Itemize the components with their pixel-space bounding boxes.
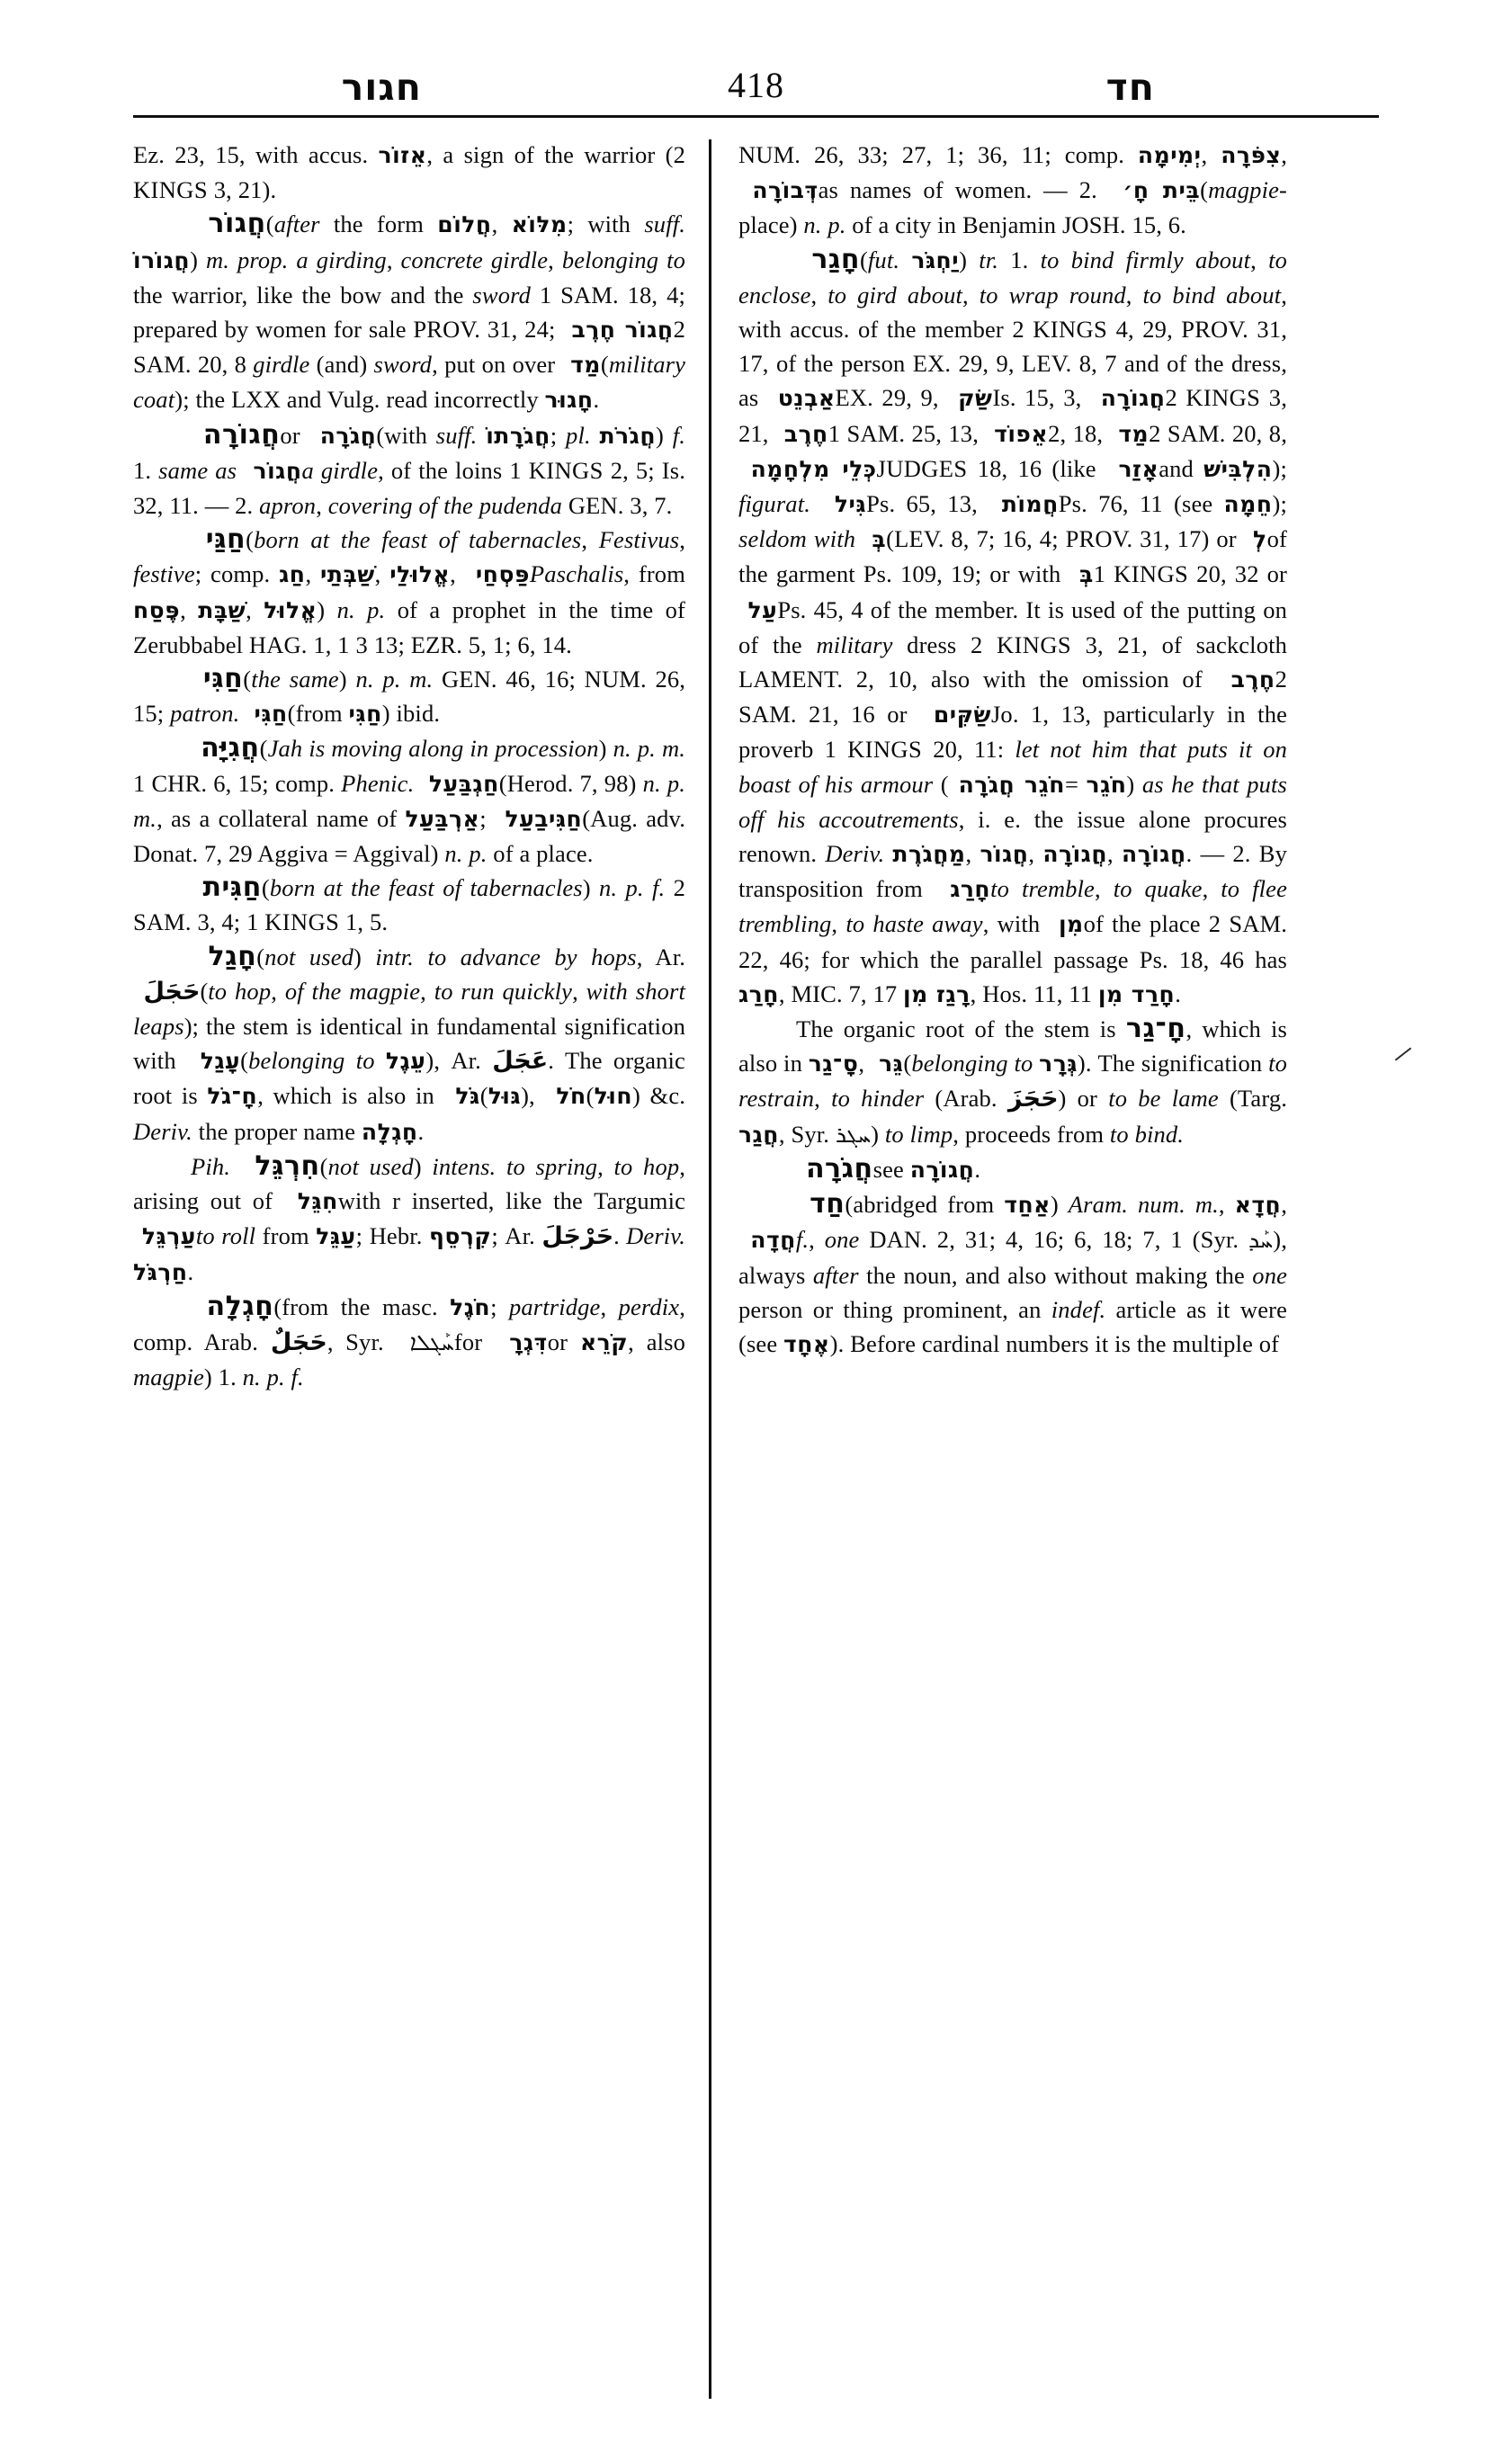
dictionary-entry-chaggith: חַגִּית (born at the feast of tabernacles) n. p. f. 2 SAM. 3, 4; 1 KINGS 1, 5. — [133, 872, 685, 936]
dictionary-entry-chaggiah: חֲגִיָּה (Jah is moving along in procession) n. p. m. 1 CHR. 6, 15; comp. Phenic. חַגְבַּעַל (Herod. 7, 98) n. p. m., as a collateral name of אַרְבַּעַל; חַגִּיבַעַל (Aug. adv. Donat. 7, 29 Aggiva = Aggival) n. p. of a place. — [133, 732, 686, 868]
right-column — [711, 138, 1287, 2420]
cross-reference-chagorah: חֲגֹרָה see חֲגוֹרָה. — [796, 1152, 981, 1185]
dictionary-entry-pihel-chirgel: Pih. חִרְגֵּל (not used) intens. to spring, to hop, arising out of חִגֵּל with r inserted, like the Targumic עַרְגֵּל to roll from עַגֵּל; Hebr. קִרְסֵף; Ar. حَرْجَلَ. Deriv. חַרְגֹּל. — [133, 1149, 686, 1285]
dictionary-entry-chagar: חָגַר (fut. יַחְגֹּר) tr. 1. to bind firmly about, to enclose, to gird about, to wrap round, to bind about, with accus. of the member 2 KINGS 4, 29, PROV. 31, 17, of the person EX. 29, 9, LEV. 8, 7 and of the dress, as אַבְנֵט EX. 29, 9, שַׂק Is. 15, 3, חֲגוֹרָה 2 KINGS 3, 21, חֶרֶב 1 SAM. 25, 13, אֵפוֹד 2, 18, מַד 2 SAM. 20, 8, כְּלֵי מִלְחָמָה JUDGES 18, 16 (like אָזַר and הִלְבִּישׁ); figurat. גִּיל Ps. 65, 13, חֲמוֹת Ps. 76, 11 (see חֵמָה); seldom with בְּ (LEV. 8, 7; 16, 4; PROV. 31, 17) or לְ of the garment Ps. 109, 19; or with בְּ 1 KINGS 20, 32 or עַל Ps. 45, 4 of the member. It is used of the putting on of the military dress 2 KINGS 3, 21, of sackcloth LAMENT. 2, 10, also with the omission of חֶרֶב 2 SAM. 21, 16 or שַׂקִּים Jo. 1, 13, particularly in the proverb 1 KINGS 20, 11: let not him that puts it on boast of his armour (חֹגֵר חֲגֹרָה = חֹגֵר) as he that puts off his accoutrements, i. e. the issue alone procures renown. Deriv. מַחֲגֹרֶת, חֲגוֹר, חֲגוֹרָה, חֲגוֹרָה. — 2. By transposition from חָרַג to tremble, to quake, to flee trembling, to haste away, with מִן of the place 2 SAM. 22, 46; for which the parallel passage Ps. 18, 46 has חָרַג, MIC. 7, 17 רָגַז מִן, Hos. 11, 11 חָרַד מִן. — [738, 243, 1288, 1007]
margin-tick-mark — [1395, 1047, 1412, 1060]
dictionary-entry-chaggai-prophet: חַגַּי (born at the feast of tabernacles, Festivus, festive; comp. חַג, שַׁבְּתַי, אֱלוּלַי, פַּסְחַי Paschalis, from פֶּסַח, שַׁבָּת, אֱלוּל) n. p. of a prophet in the time of Zerubbabel HAG. 1, 1 3 13; EZR. 5, 1; 6, 14. — [133, 523, 685, 658]
running-head-right-word: חד — [1105, 66, 1155, 109]
running-head-left-word: חגור — [341, 66, 422, 109]
dictionary-entry-chagorah: חֲגוֹרָה or חֲגֹרָה (with suff. חֲגֹרָתוֹ; pl. חֲגֹרֹת) f. 1. same as חֲגוֹר a girdle, of the loins 1 KINGS 2, 5; Is. 32, 11. — 2. apron, covering of the pudenda GEN. 3, 7. — [133, 418, 686, 520]
running-head-folio-slot — [631, 64, 882, 106]
organic-root-note: The organic root of the stem is חָ־גַר, which is also in סָ־גַר, גֵּר (belonging to גְּרָר). The signification to restrain, to hinder (Arab. حَجَزَ) or to be lame (Targ. חֲגַר, Syr. ܚܓܪ) to limp, proceeds from to bind. — [738, 1013, 1288, 1148]
dictionary-entry-chad: חַד (abridged from אַחַד) Aram. num. m., חֲדָא, חֲדָה f., one DAN. 2, 31; 4, 16; 6, 18; 7, 1 (Syr. ܚܰܕ), always after the noun, and also without making the one person or thing prominent, an indef. article as it were (see אֶחָד). Before cardinal numbers it is the multiple of — [738, 1188, 1288, 1357]
running-head-right-slot — [882, 66, 1380, 109]
dictionary-entry-chaggi: חַגִּי (the same) n. p. m. GEN. 46, 16; NUM. 26, 15; patron. חַגִּי (from חַגִּי) ibid. — [133, 663, 686, 728]
running-head-left-slot — [133, 66, 631, 109]
paragraph: NUM. 26, 33; 27, 1; 36, 11; comp. יְמִימָה, צִפֹּרָה, דְּבוֹרָה as names of women. — 2. בֵּית חָ׳ (magpie-place) n. p. of a city in Benjamin JOSH. 15, 6. — [738, 141, 1287, 239]
text-body — [133, 118, 1379, 2420]
dictionary-entry-chagor: חֲגוֹר (after the form חֲלוֹם, מִלּוֹא; with suff. חֲגוֹרוֹ) m. prop. a girding, concrete girdle, belonging to the warrior, like the bow and the sword 1 SAM. 18, 4; prepared by women for sale PROV. 31, 24; חֲגוֹר חֶרֶב 2 SAM. 20, 8 girdle (and) sword, put on over מַד (military coat); the LXX and Vulg. read incorrectly חָגוּר. — [133, 208, 686, 414]
dictionary-entry-choglah: חָגְלָה (from the masc. חֹגֶל; partridge, perdix, comp. Arab. حَجَلٌ, Syr. ܚܰܓܠܐ for דִּגְרָ or קֹרֵא, also magpie) 1. n. p. f. — [133, 1290, 686, 1391]
left-column — [133, 138, 709, 2420]
running-head — [0, 0, 1512, 109]
paragraph: Ez. 23, 15, with accus. אֵזוֹר, a sign of the warrior (2 KINGS 3, 21). — [133, 141, 685, 204]
dictionary-entry-chagal: חָגַל (not used) intr. to advance by hops, Ar. حَجَلَ (to hop, of the magpie, to run quickly, with short leaps); the stem is identical in fundamental signification with עָגַל (belonging to עֵגֶל), Ar. عَجَلَ. The organic root is חָ־גֹל, which is also in גֹּל (גּוּל), חֹל (חוּל) &c. Deriv. the proper name חָגְלָה. — [133, 940, 686, 1145]
page-number: 418 — [728, 65, 784, 105]
